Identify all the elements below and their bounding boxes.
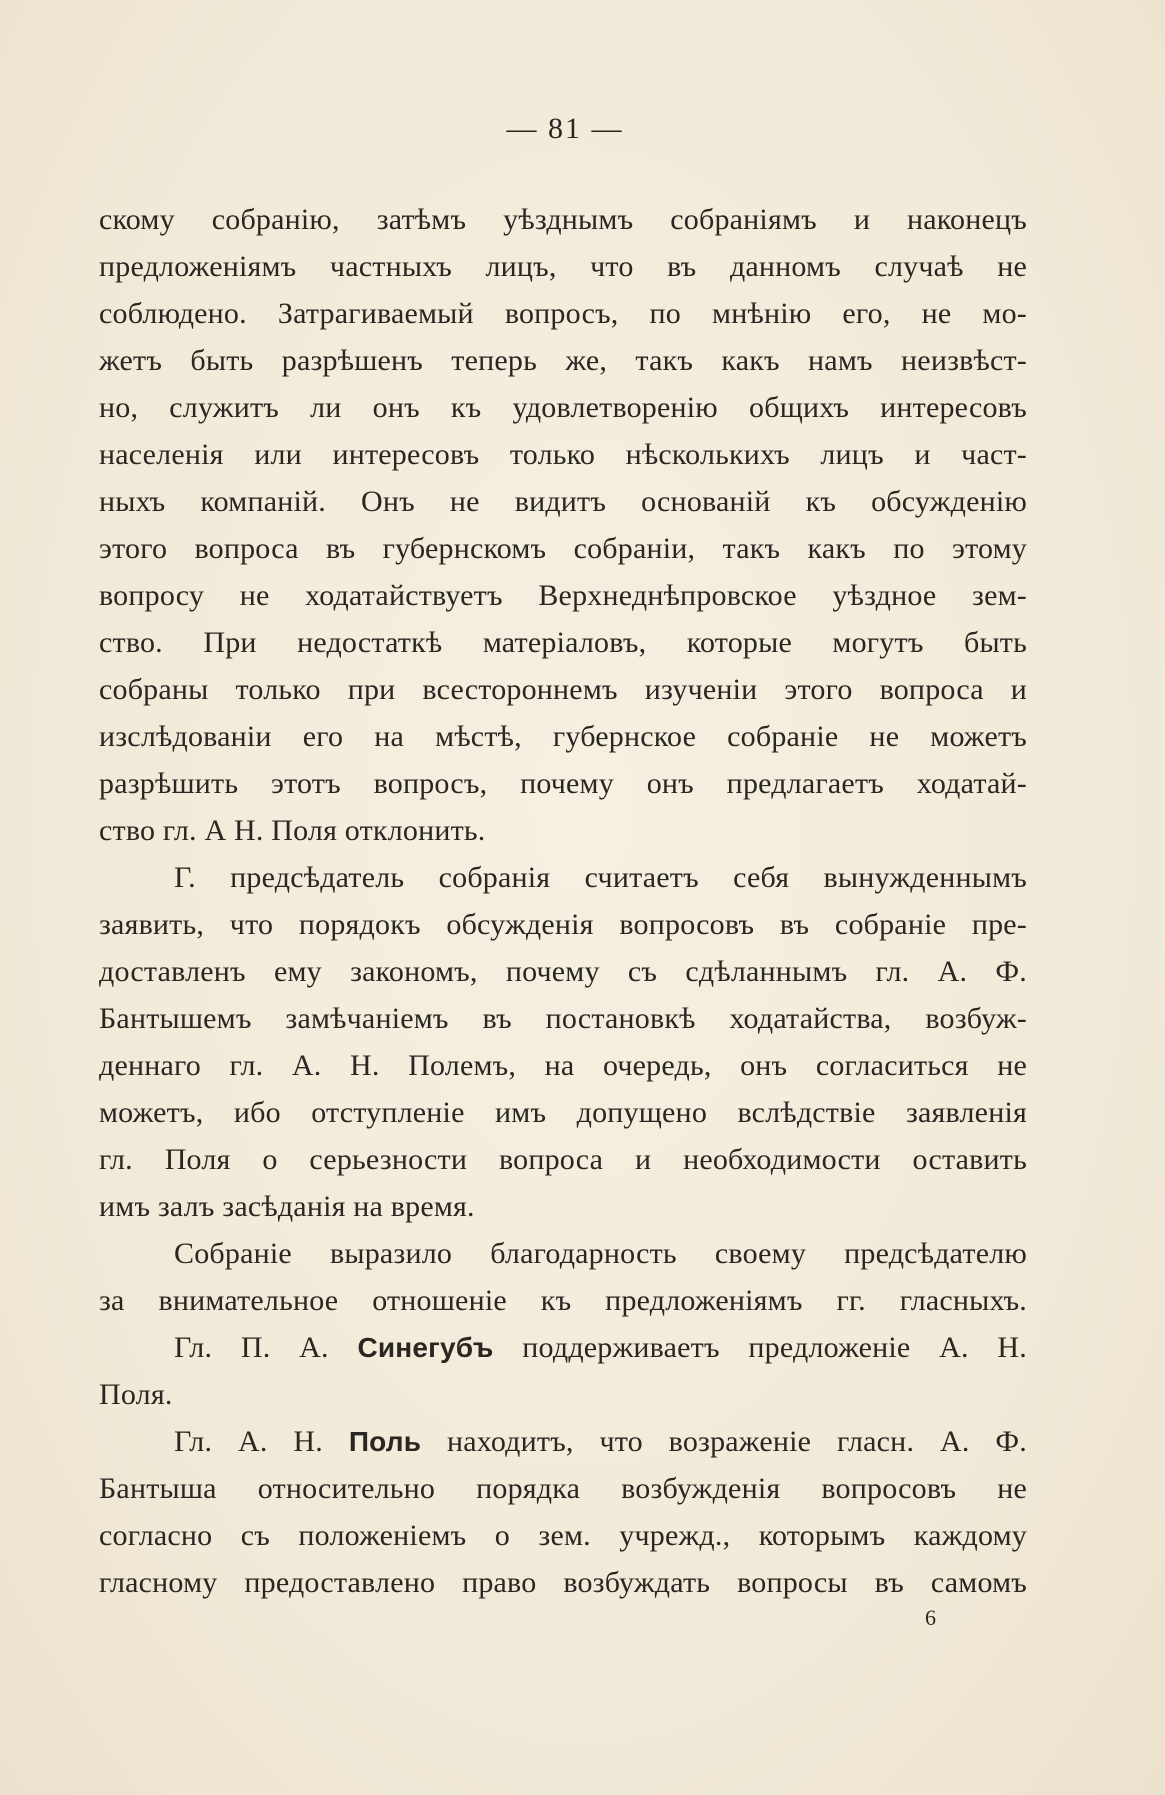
text-line: имъ залъ засѣданія на время. xyxy=(99,1190,475,1223)
text-line: ство. При недостаткѣ матеріаловъ, которые могутъ быть xyxy=(99,626,1027,659)
text-line: соблюдено. Затрагиваемый вопросъ, по мнѣнію его, не мо- xyxy=(99,297,1027,330)
speaker-prefix: Гл. П. А. xyxy=(174,1331,358,1364)
speaker-prefix: Гл. А. Н. xyxy=(174,1425,349,1458)
text-line: ство гл. А Н. Поля отклонить. xyxy=(99,814,486,847)
text-line: доставленъ ему закономъ, почему съ сдѣланнымъ гл. А. Ф. xyxy=(99,955,1027,988)
text-line: но, служитъ ли онъ къ удовлетворенію общихъ интересовъ xyxy=(99,391,1027,424)
text-line: населенія или интересовъ только нѣсколькихъ лицъ и част- xyxy=(99,438,1027,471)
text-line: заявить, что порядокъ обсужденія вопросовъ въ собраніе пре- xyxy=(99,908,1027,941)
text-line: гласному предоставлено право возбуждать вопросы въ самомъ xyxy=(99,1566,1027,1599)
text-line: согласно съ положеніемъ о зем. учрежд., которымъ каждому xyxy=(99,1519,1027,1552)
text-line: можетъ, ибо отступленіе имъ допущено вслѣдствіе заявленія xyxy=(99,1096,1027,1129)
text-line xyxy=(99,1418,1027,1465)
text-line: Г. предсѣдатель собранія считаетъ себя вынужденнымъ xyxy=(174,861,1027,894)
text-line: Поля. xyxy=(99,1378,173,1411)
body-text xyxy=(99,196,1027,1606)
page-number: — 81 — xyxy=(506,112,624,145)
text-line: Собраніе выразило благодарность своему предсѣдателю xyxy=(174,1237,1027,1270)
text-line: вопросу не ходатайствуетъ Верхнеднѣпровское уѣздное зем- xyxy=(99,579,1027,612)
signature-mark: 6 xyxy=(925,1605,936,1630)
text-line: предложеніямъ частныхъ лицъ, что въ данномъ случаѣ не xyxy=(99,250,1027,283)
text-line: разрѣшить этотъ вопросъ, почему онъ предлагаетъ ходатай- xyxy=(99,767,1027,800)
speaker-name: Синегубъ xyxy=(357,1332,494,1363)
text-line xyxy=(99,1324,1027,1371)
text-line: скому собранію, затѣмъ уѣзднымъ собраніямъ и наконецъ xyxy=(99,203,1027,236)
text-line: жетъ быть разрѣшенъ теперь же, такъ какъ намъ неизвѣст- xyxy=(99,344,1027,377)
text-line: Бантышемъ замѣчаніемъ въ постановкѣ ходатайства, возбуж- xyxy=(99,1002,1027,1035)
text-line: за внимательное отношеніе къ предложеніямъ гг. гласныхъ. xyxy=(99,1284,1027,1317)
speaker-text: находитъ, что возраженіе гласн. А. Ф. xyxy=(421,1425,1027,1458)
text-line: ныхъ компаній. Онъ не видитъ основаній къ обсужденію xyxy=(99,485,1027,518)
text-line: этого вопроса въ губернскомъ собраніи, такъ какъ по этому xyxy=(99,532,1027,565)
speaker-name: Поль xyxy=(348,1426,422,1457)
speaker-text: поддерживаетъ предложеніе А. Н. xyxy=(493,1331,1028,1364)
text-line: гл. Поля о серьезности вопроса и необходимости оставить xyxy=(99,1143,1027,1176)
text-line: изслѣдованіи его на мѣстѣ, губернское собраніе не можетъ xyxy=(99,720,1027,753)
text-line: собраны только при всестороннемъ изученіи этого вопроса и xyxy=(99,673,1027,706)
text-line: Бантыша относительно порядка возбужденія вопросовъ не xyxy=(99,1472,1027,1505)
text-line: деннаго гл. А. Н. Полемъ, на очередь, онъ согласиться не xyxy=(99,1049,1027,1082)
